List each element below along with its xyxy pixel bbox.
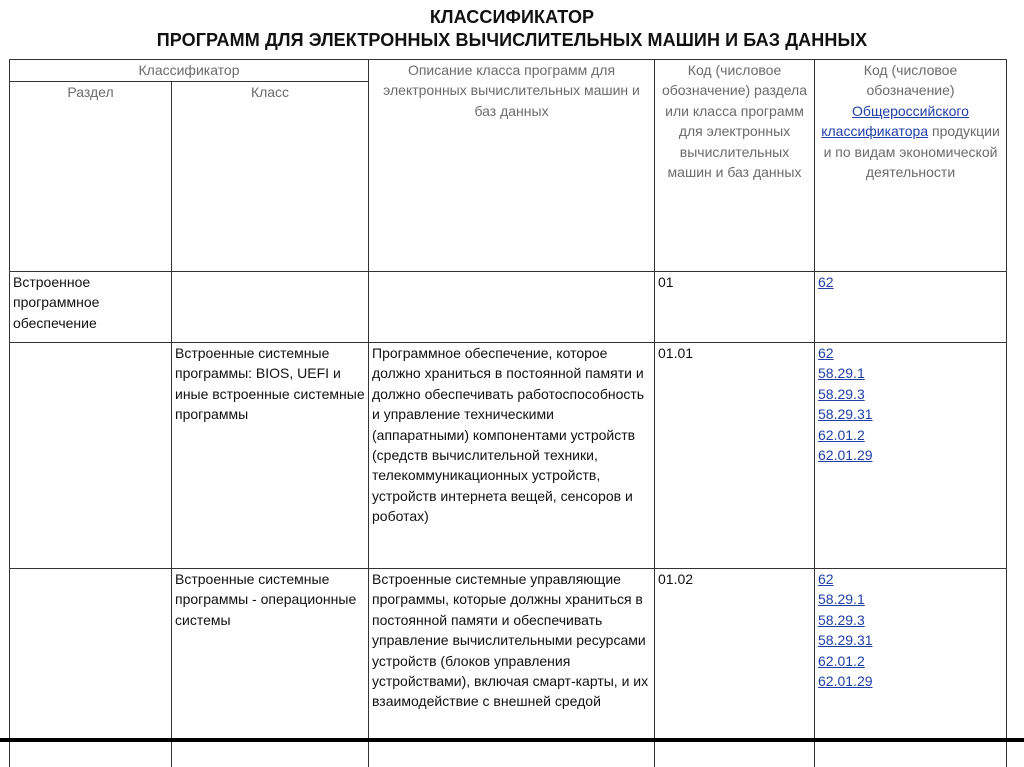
okved-code-link[interactable]: 62.01.2: [818, 652, 865, 669]
header-okved-prefix: Код (числовое обозначение): [863, 62, 958, 99]
okved-classifier-link[interactable]: Общероссийского классификатора: [821, 102, 969, 140]
okved-code-link[interactable]: 62.01.2: [818, 426, 865, 443]
row-section: [10, 343, 172, 569]
row-okved-codes: [815, 272, 1007, 343]
bottom-divider: [0, 738, 1024, 742]
okved-code-link[interactable]: 62.01.29: [818, 673, 873, 690]
header-class: Класс: [172, 82, 369, 272]
okved-code-link[interactable]: 58.29.3: [818, 611, 865, 628]
okved-code-link[interactable]: 62: [818, 345, 834, 361]
okved-code-link[interactable]: 62: [818, 571, 834, 587]
title-line-1: КЛАССИФИКАТОР: [429, 7, 595, 27]
row-code: 01.01: [655, 343, 815, 569]
row-description: Программное обеспечение, которое должно храниться в постоянной памяти и должно обеспечивать работоспособность и управление техническими (аппаратными) компонентами устройств (средств вычислительной техники, телекоммуникационных устройств, устройств интернета вещей, сенсоров и роботах): [369, 343, 655, 569]
table-row: [10, 272, 1007, 343]
okved-code-link[interactable]: 58.29.31: [818, 406, 873, 423]
row-class: [172, 272, 369, 343]
header-description: Описание класса программ для электронных вычислительных машин и баз данных: [369, 60, 655, 272]
okved-code-link[interactable]: 62.01.29: [818, 447, 873, 464]
row-class: Встроенные системные программы - операционные системы: [172, 569, 369, 767]
header-okved: [815, 60, 1007, 272]
classifier-table: [9, 59, 1007, 767]
row-class: Встроенные системные программы: BIOS, UEFI и иные встроенные системные программы: [172, 343, 369, 569]
page-title: [0, 6, 1024, 52]
okved-code-link[interactable]: 58.29.31: [818, 632, 873, 649]
row-okved-codes: [815, 343, 1007, 569]
row-code: 01: [655, 272, 815, 343]
okved-code-link[interactable]: 58.29.1: [818, 365, 865, 382]
table-row: [10, 343, 1007, 569]
row-description: Встроенные системные управляющие программы, которые должны храниться в постоянной памяти и обеспечивать управление вычислительными ресурсами устройств (блоков управления устройствами), включая смарт-карты, и их взаимодействие с внешней средой: [369, 569, 655, 767]
header-section: Раздел: [10, 82, 172, 272]
okved-code-link[interactable]: 58.29.1: [818, 591, 865, 608]
header-classifier: Классификатор: [10, 60, 369, 82]
okved-code-link[interactable]: 62: [818, 274, 834, 290]
header-code: Код (числовое обозначение) раздела или класса программ для электронных вычислительных машин и баз данных: [655, 60, 815, 272]
row-code: 01.02: [655, 569, 815, 767]
title-line-2: ПРОГРАММ ДЛЯ ЭЛЕКТРОННЫХ ВЫЧИСЛИТЕЛЬНЫХ МАШИН И БАЗ ДАННЫХ: [156, 30, 868, 50]
okved-code-link[interactable]: 58.29.3: [818, 385, 865, 402]
header-okved-suffix: продукции и по видам экономической деятельности: [823, 123, 1000, 181]
row-description: [369, 272, 655, 343]
row-section: Встроенное программное обеспечение: [10, 272, 172, 343]
